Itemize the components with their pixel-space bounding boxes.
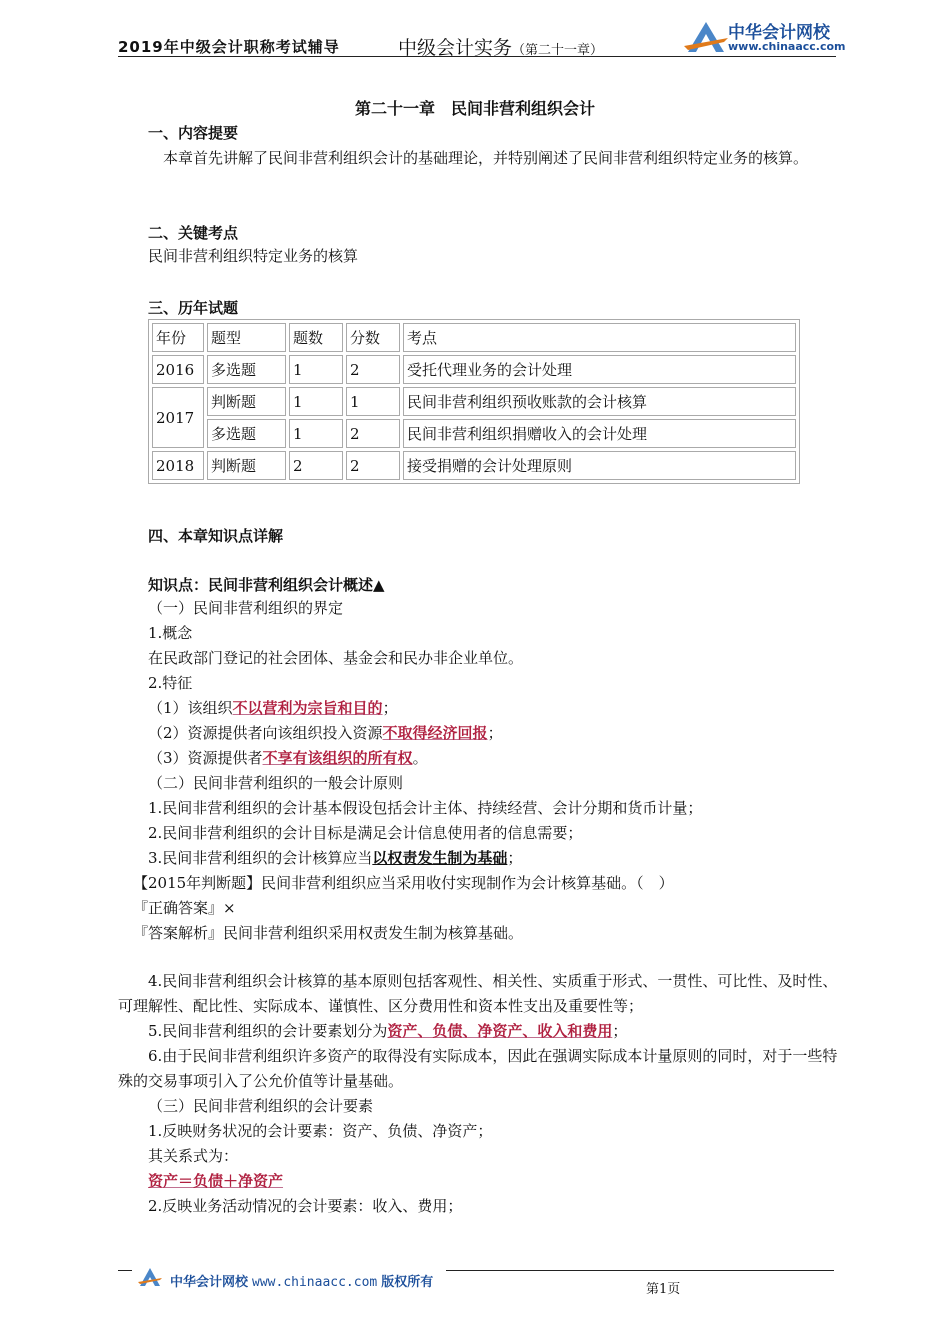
principle-3-post: ； [507,849,523,867]
table-cell-point: 接受捐赠的会计处理原则 [403,451,796,480]
table-cell-point: 受托代理业务的会计处理 [403,355,796,384]
element-formula [148,1169,283,1194]
table-cell-year: 2017 [152,387,204,448]
principle-3-emphasis: 以权责发生制为基础 [372,849,508,867]
element-2: 2.反映业务活动情况的会计要素：收入、费用； [148,1197,463,1215]
answer-explanation: 『答案解析』民间非营利组织采用权责发生制为核算基础。 [133,924,524,942]
principle-5-emphasis: 资产、负债、净资产、收入和费用 [387,1022,613,1040]
feature-1-post: ； [382,699,398,717]
principle-3-pre: 3.民间非营利组织的会计核算应当 [148,849,373,867]
principle-5 [148,1019,627,1044]
element-relation-label: 其关系式为： [148,1147,239,1165]
principle-3 [148,846,522,871]
section-1-heading: 一、内容提要 [148,124,239,142]
table-row [152,419,796,448]
concept-label: 1.概念 [148,624,193,642]
table-cell-year: 2018 [152,451,204,480]
principle-1: 1.民间非营利组织的会计基本假设包括会计主体、持续经营、会计分期和货币计量； [148,799,703,817]
feature-2-emphasis: 不取得经济回报 [382,724,488,742]
header-logo [684,16,844,58]
table-cell-type: 多选题 [207,419,286,448]
table-cell-score: 1 [346,387,400,416]
feature-3-post: 。 [412,749,428,767]
table-cell-score: 2 [346,355,400,384]
logo-name: 中华会计网校 [728,23,830,43]
table-header-cell: 题数 [289,323,343,352]
feature-3-pre: （3）资源提供者 [148,749,263,767]
page-title: 第二十一章 民间非营利组织会计 [354,99,595,118]
section-2-heading: 二、关键考点 [148,224,239,242]
formula-emphasis: 资产＝负债＋净资产 [148,1172,284,1190]
table-header-cell: 题型 [207,323,286,352]
table-cell-count: 1 [289,419,343,448]
footer-logo-icon [138,1266,162,1288]
section-2-text: 民间非营利组织特定业务的核算 [148,247,359,265]
header-subject: 中级会计实务 [398,37,513,59]
table-header-row [152,323,796,352]
footer-copyright [170,1271,433,1290]
section-1-text: 本章首先讲解了民间非营利组织会计的基础理论，并特别阐述了民间非营利组织特定业务的核算。 [163,149,809,167]
table-cell-count: 1 [289,387,343,416]
logo-url: www.chinaacc.com [728,40,846,53]
table-row [152,451,796,480]
table-cell-score: 2 [346,451,400,480]
feature-1-pre: （1）该组织 [148,699,233,717]
feature-2-post: ； [487,724,503,742]
table-cell-point: 民间非营利组织预收账款的会计核算 [403,387,796,416]
feature-1 [148,696,398,721]
feature-3-emphasis: 不享有该组织的所有权 [262,749,413,767]
page-number: 第1页 [646,1282,681,1297]
table-cell-type: 判断题 [207,451,286,480]
footer-rights: 版权所有 [381,1275,434,1290]
knowledge-heading: 知识点：民间非营利组织会计概述▲ [148,576,385,594]
table-cell-score: 2 [346,419,400,448]
principle-5-pre: 5.民间非营利组织的会计要素划分为 [148,1022,388,1040]
table-cell-point: 民间非营利组织捐赠收入的会计处理 [403,419,796,448]
footer-url: www.chinaacc.com [252,1275,378,1290]
table-cell-year: 2016 [152,355,204,384]
principle-6: 6.由于民间非营利组织许多资产的取得没有实际成本，因此在强调实际成本计量原则的同时，对于一些特殊的交易事项引入了公允价值等计量基础。 [118,1047,838,1090]
footer-name: 中华会计网校 [170,1275,249,1290]
principle-5-post: ； [612,1022,628,1040]
feature-2-pre: （2）资源提供者向该组织投入资源 [148,724,383,742]
feature-3 [148,746,428,771]
section-3-heading: 三、历年试题 [148,299,239,317]
feature-2 [148,721,503,746]
table-header-cell: 年份 [152,323,204,352]
section-4-heading: 四、本章知识点详解 [148,527,284,545]
principle-2: 2.民间非营利组织的会计目标是满足会计信息使用者的信息需要； [148,824,583,842]
header-divider [118,56,836,57]
feature-label: 2.特征 [148,674,193,692]
table-cell-type: 多选题 [207,355,286,384]
table-row [152,387,796,416]
footer-divider-right [446,1270,834,1271]
footer-divider-left [118,1270,132,1271]
feature-1-emphasis: 不以营利为宗旨和目的 [232,699,383,717]
table-cell-count: 1 [289,355,343,384]
table-cell-count: 2 [289,451,343,480]
subheading-2: （二）民间非营利组织的一般会计原则 [148,774,404,792]
subheading-3: （三）民间非营利组织的会计要素 [148,1097,374,1115]
concept-text: 在民政部门登记的社会团体、基金会和民办非企业单位。 [148,649,524,667]
table-header-cell: 考点 [403,323,796,352]
exam-question: 【2015年判断题】民间非营利组织应当采用收付实现制作为会计核算基础。（ ） [133,874,674,892]
table-cell-type: 判断题 [207,387,286,416]
header-chapter: （第二十一章） [512,43,604,58]
element-1: 1.反映财务状况的会计要素：资产、负债、净资产； [148,1122,493,1140]
header-left-title: 2019年中级会计职称考试辅导 [118,38,340,56]
subheading-1: （一）民间非营利组织的界定 [148,599,344,617]
logo-icon [684,16,728,56]
table-row [152,355,796,384]
exam-history-table [148,319,800,484]
table-header-cell: 分数 [346,323,400,352]
principle-4: 4.民间非营利组织会计核算的基本原则包括客观性、相关性、实质重于形式、一贯性、可比性、及时性、可理解性、配比性、实际成本、谨慎性、区分费用性和资本性支出及重要性等； [118,972,838,1015]
correct-answer: 『正确答案』× [133,899,236,917]
